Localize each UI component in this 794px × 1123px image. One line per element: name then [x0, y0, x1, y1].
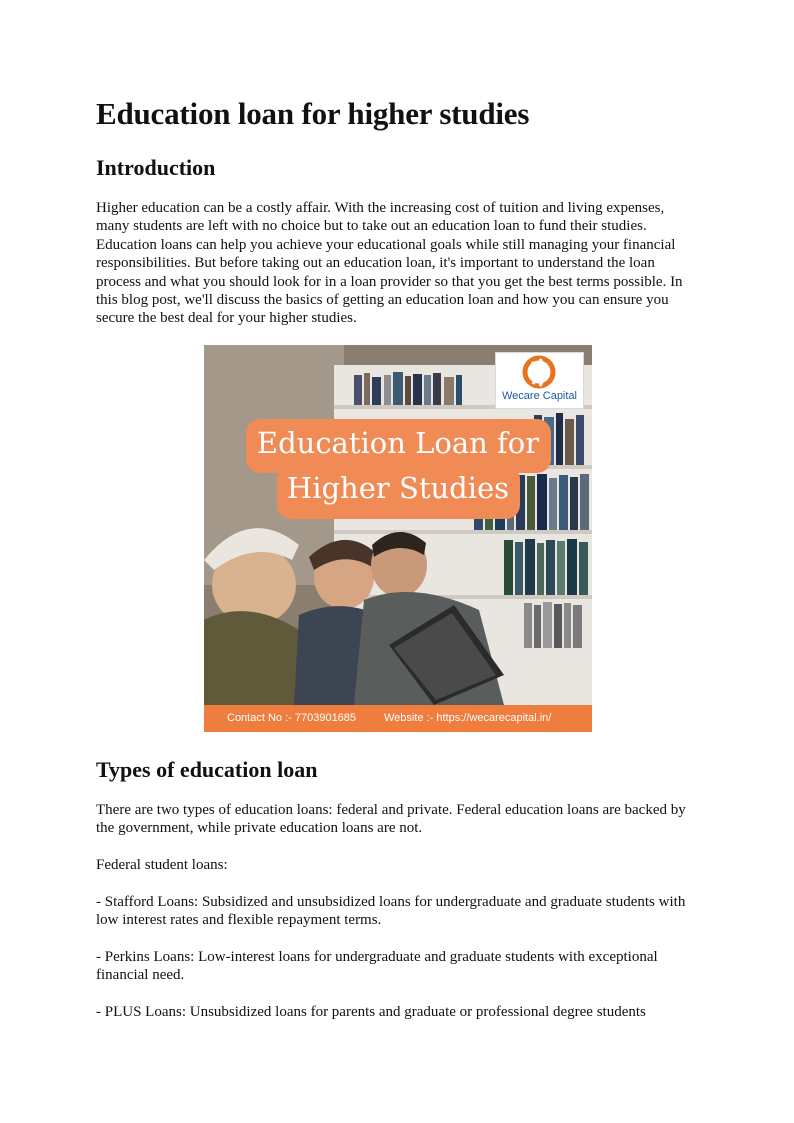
intro-paragraph: Higher education can be a costly affair. With the increasing cost of tuition and living expenses, many students are left with no choice but to take out an education loan to fund their studies. Education loans can help you achieve your educational goals while still managing your financial responsibilities. But before taking out an education loan, it's important to understand the loan process and what you should look for in a loan provider so that you get the best terms possible. In this blog post, we'll discuss the basics of getting an education loan and how you can ensure you secure the best deal for your higher studies.: [96, 200, 683, 327]
loan-item-stafford: - Stafford Loans: Subsidized and unsubsidized loans for undergraduate and graduate students with low interest rates and flexible repayment terms.: [96, 894, 686, 929]
banner-image: [204, 345, 592, 732]
intro-heading: Introduction: [96, 155, 216, 180]
banner-footer: [204, 705, 592, 732]
types-paragraph: There are two types of education loans: federal and private. Federal education loans are backed by the government, while private education loans are not.: [96, 802, 686, 837]
banner-headline-line2: Higher Studies: [286, 471, 510, 505]
document-title: Education loan for higher studies: [96, 96, 530, 131]
banner-website: Website :- https://wecarecapital.in/: [384, 712, 552, 724]
loan-item-perkins: - Perkins Loans: Low-interest loans for undergraduate and graduate students with exceptional financial need.: [96, 949, 658, 984]
logo-text: Wecare Capital: [502, 390, 577, 402]
logo-mark-icon: [496, 353, 583, 393]
federal-label: Federal student loans:: [96, 857, 228, 873]
types-heading: Types of education loan: [96, 757, 318, 782]
banner-headline-line1: Education Loan for: [256, 426, 540, 460]
wecare-capital-logo: [495, 352, 584, 409]
loan-item-plus: - PLUS Loans: Unsubsidized loans for parents and graduate or professional degree students: [96, 1004, 646, 1020]
banner-contact: Contact No :- 7703901685: [227, 712, 357, 724]
